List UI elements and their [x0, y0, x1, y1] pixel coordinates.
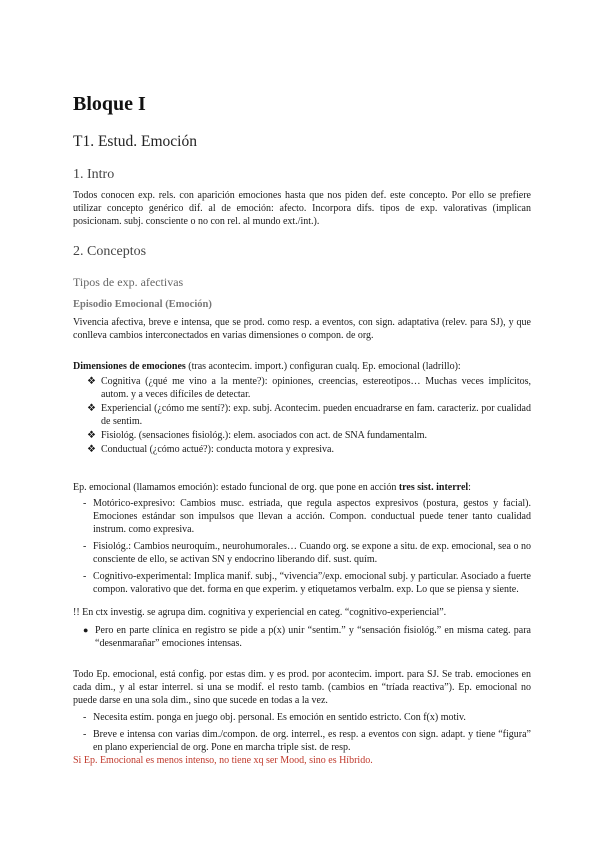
list-item: ❖ Conductual (¿cómo actué?): conducta motora y expresiva.	[87, 444, 334, 455]
list-item: ❖ Cognitiva (¿qué me vino a la mente?): opiniones, creencias, estereotipos… Muchas veces implícitos, autom. y a veces difíciles de detectar.	[87, 376, 531, 400]
diamond-bullet-icon: ❖	[87, 430, 96, 441]
sistemas-list	[73, 497, 531, 600]
tipos-heading: Tipos de exp. afectivas	[73, 275, 184, 289]
ctx-note: !! En ctx investig. se agrupa dim. cognitiva y experiencial en categ. “cognitivo-experiencial”.	[73, 607, 447, 618]
page-title: Bloque I	[73, 93, 146, 115]
diamond-bullet-icon: ❖	[87, 376, 96, 387]
list-item: ❖ Experiencial (¿cómo me sentí?): exp. subj. Acontecim. pueden encuadrarse en fam. caracteriz. por cualidad de sentim.	[87, 403, 531, 427]
todo-list	[73, 711, 531, 758]
intro-paragraph: Todos conocen exp. rels. con aparición emociones hasta que nos piden def. este concepto. Por ello se prefiere utilizar concepto genérico dif. al de emoción: afecto. Incorpora difs. tipos de exp. valorativas (implican posicionam. subj. consciente o no con rel. al mundo ext./int.).	[73, 190, 531, 227]
dimensiones-list	[73, 375, 531, 457]
list-item: - Breve e intensa con varias dim./compon. de org. interrel., es resp. a eventos con sign. adapt. y tiene “figura” en plano experiencial de org. Pone en marcha triple sist. de resp.	[83, 729, 531, 753]
diamond-bullet-icon: ❖	[87, 444, 96, 455]
list-item: - Necesita estím. ponga en juego obj. personal. Es emoción en sentido estricto. Con f(x) motiv.	[83, 712, 466, 723]
dot-bullet-icon: ●	[83, 625, 89, 635]
dash-marker: -	[83, 712, 87, 723]
list-item: ● Pero en parte clínica en registro se pide a p(x) unir “sentim.” y “sensación fisiológ.” en misma categ. para “desenmarañar” emociones intensas.	[83, 625, 531, 649]
conceptos-heading: 2. Conceptos	[73, 244, 147, 259]
todo-paragraph: Todo Ep. emocional, está config. por estas dim. y es prod. por acontecim. import. para SJ. Se trab. emociones en cada dim., y al estar interrel. si una se modif. el resto tamb. (cambios en “tríada reactiva”). Ep. emocional no puede darse en una sola dim., sino que sucede en todas a la vez.	[73, 669, 531, 706]
episodio-paragraph: Vivencia afectiva, breve e intensa, que se prod. como resp. a eventos, con sign. adaptativa (relev. para SJ), y que conlleva cambios interconectados en varias dimensiones o compon. de org.	[73, 317, 531, 341]
section-title: T1. Estud. Emoción	[73, 133, 197, 150]
dash-marker: -	[83, 541, 87, 552]
list-item: - Motórico-expresivo: Cambios musc. estriada, que regula aspectos expresivos (postura, gestos y facial). Emociones estándar son impulsos que llevan a acción. Compon. conductual puede tener tanto cualidad instrum. como expresiva.	[83, 498, 531, 535]
ep-emocional-lead: Ep. emocional (llamamos emoción): estado funcional de org. que pone en acción tres sist. interrel:	[73, 482, 471, 493]
episodio-heading: Episodio Emocional (Emoción)	[73, 299, 212, 310]
dimensiones-lead	[73, 360, 531, 373]
dimensiones-lead-rest: (tras acontecim. import.) configuran cualq. Ep. emocional (ladrillo):	[185, 361, 461, 372]
dash-marker: -	[83, 498, 87, 509]
dimensiones-lead-bold: Dimensiones de emociones	[73, 361, 186, 372]
dash-marker: -	[83, 729, 87, 740]
intro-heading: 1. Intro	[73, 167, 115, 182]
list-item: - Fisiológ.: Cambios neuroquím., neurohumorales… Cuando org. se expone a situ. de exp. emocional, sea o no consciente de ello, se activan SN y endocrino liberando dif. sust. quím.	[83, 541, 531, 565]
red-note: Si Ep. Emocional es menos intenso, no tiene xq ser Mood, sino es Híbrido.	[73, 755, 373, 766]
dash-marker: -	[83, 571, 87, 582]
list-item: - Cognitivo-experimental: Implica manif. subj., “vivencia”/exp. emocional subj. y particular. Asociado a fuerte compon. valorativo que det. forma en que experim. y etiquetamos verbalm. exp. Lo que se piensa y siente.	[83, 571, 531, 595]
ctx-list	[73, 624, 531, 650]
diamond-bullet-icon: ❖	[87, 403, 96, 414]
list-item: ❖ Fisiológ. (sensaciones fisiológ.): elem. asociados con act. de SNA fundamentalm.	[87, 430, 428, 441]
